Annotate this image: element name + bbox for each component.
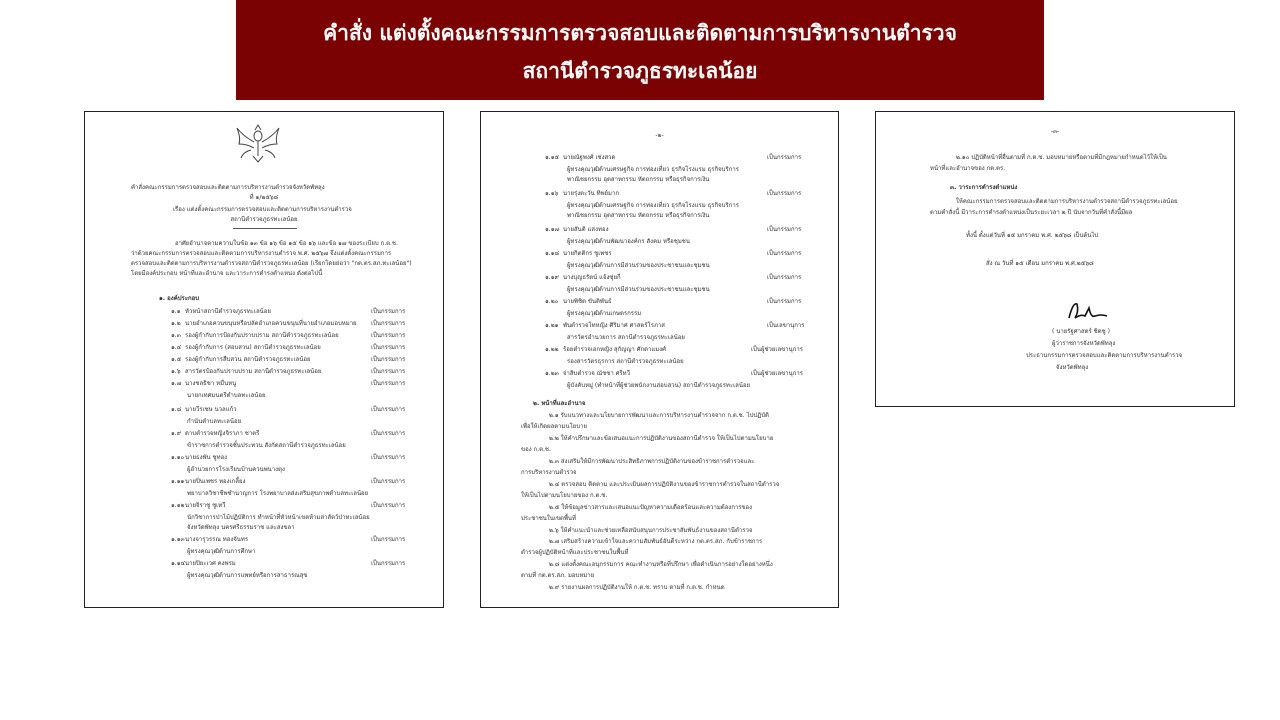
member-name: ร้อยตำรวจเอกหญิง สุกัญญา ศักดาแมงศ์ [563, 346, 666, 353]
member-detail: ผู้ทรงคุณวุฒิด้านการมีส่วนร่วมของประชาชนและชุมชน [567, 262, 710, 269]
signer-title: ประธานกรรมการตรวจสอบและติดตามการบริหารงานตำรวจ [1026, 352, 1183, 359]
duty-line: ประชาชนในเขตพื้นที่ [521, 515, 576, 522]
signer-name: ( นายรัฐศาสตร์ ชิดชู ) [1052, 328, 1110, 335]
member-no: ๑.๖ [171, 368, 181, 375]
member-no: ๑.๑๓ [171, 536, 185, 543]
member-name: รองผู้กำกับการ (สอบสวน) สถานีตำรวจภูธรทะเลน้อย [185, 344, 321, 351]
member-no: ๑.๑๘ [545, 250, 560, 257]
member-role: เป็นกรรมการ [767, 154, 802, 161]
member-no: ๑.๙ [171, 430, 182, 437]
member-name: นายธงพัน ชูทอง [185, 454, 228, 461]
section-heading: ๓. วาระการดำรงตำแหน่ง [950, 184, 1018, 191]
member-detail: สารวัตรอำนวยการ สถานีตำรวจภูธรทะเลน้อย [567, 334, 685, 341]
member-no: ๑.๑๙ [545, 274, 559, 281]
member-no: ๑.๑๗ [545, 226, 560, 233]
member-role: เป็นกรรมการ [767, 274, 802, 281]
member-role: เป็นกรรมการ [371, 320, 406, 327]
member-role: เป็นกรรมการ [371, 536, 406, 543]
document-page-3 [875, 111, 1235, 407]
duty-line: ๒.๖ ให้คำแนะนำและช่วยเหลือสนับสนุนการประชาสัมพันธ์งานของสถานีตำรวจ [549, 527, 753, 534]
member-name: นายรุ่งตะวัน ทิพย์มาก [563, 190, 620, 197]
member-no: ๑.๑๒ [171, 502, 185, 509]
member-detail: ข้าราชการตำรวจชั้นประทวน สังกัดสถานีตำรวจภูธรทะเลน้อย [187, 442, 346, 449]
duty-line: ของ ก.ต.ช. [521, 446, 551, 453]
member-detail: รองสารวัตรธุรการ สถานีตำรวจภูธรทะเลน้อย [567, 358, 684, 365]
member-role: เป็นผู้ช่วยเลขานุการ [751, 346, 803, 353]
member-role: เป็นกรรมการ [371, 380, 406, 387]
duty-line: ๒.๒ ให้คำปรึกษาและข้อเสนอแนะการปฏิบัติงานของสถานีตำรวจ ให้เป็นไปตามนโยบาย [549, 435, 774, 442]
member-name: นายกิตติกร ชูเพชร [563, 250, 612, 257]
member-role: เป็นกรรมการ [371, 478, 406, 485]
member-no: ๑.๑๕ [545, 154, 560, 161]
member-no: ๑.๑ [171, 308, 181, 315]
banner-title-line2: สถานีตำรวจภูธรทะเลน้อย [522, 59, 758, 83]
duty-line: ๒.๙ รายงานผลการปฏิบัติงานให้ ก.ต.ช. ทราบ ตามที่ ก.ต.ช. กำหนด [549, 584, 725, 591]
duty-line: ๒.๕ ให้ข้อมูลข่าวสารและเสนอแนะปัญหาความเดือดร้อนและความต้องการของ [549, 504, 753, 511]
member-no: ๑.๘ [171, 406, 182, 413]
member-name: นางจารุวรรณ ทองจันทร [185, 536, 249, 543]
duty-line: ๒.๗ เสริมสร้างความเข้าใจและความสัมพันธ์อันดีระหว่าง กต.ตร.สภ. กับข้าราชการ [549, 538, 763, 545]
member-role: เป็นกรรมการ [371, 356, 406, 363]
member-no: ๑.๒ [171, 320, 181, 327]
member-role: เป็นกรรมการ [371, 502, 406, 509]
order-subject-line2: สถานีตำรวจภูธรทะเลน้อย [230, 216, 298, 223]
order-number: ที่ ๑/๒๕๖๘ [249, 194, 279, 201]
member-name: จ่าสิบตำรวจ ณัชชา ศรีทวี [563, 370, 630, 377]
member-role: เป็นกรรมการ [767, 298, 802, 305]
page-number: -๒- [655, 132, 664, 139]
member-no: ๑.๒๒ [545, 346, 559, 353]
member-no: ๑.๒๐ [545, 298, 559, 305]
member-role: เป็นกรรมการ [371, 454, 406, 461]
member-no: ๑.๑๔ [171, 560, 186, 567]
member-name: นายสันติ แสงทอง [563, 226, 609, 233]
member-detail: กำนันตำบลทะเลน้อย [187, 418, 242, 425]
member-name: นายพิชิต ขันติพันธ์ [563, 298, 612, 305]
member-detail: พาณิชยกรรม อุตสาหกรรม หัตถกรรม หรือธุรกิจการเงิน [567, 176, 710, 183]
member-name: นายวีรเชษ นวลแก้ว [185, 406, 237, 413]
member-detail: ผู้ทรงคุณวุฒิด้านเกษตรกรรม [567, 310, 642, 317]
member-name: หัวหน้าสถานีตำรวจภูธรทะเลน้อย [185, 308, 271, 315]
divider [233, 228, 297, 229]
member-detail: ผู้ทรงคุณวุฒิด้านเศรษฐกิจ การท่องเที่ยว ธุรกิจโรงแรม ธุรกิจบริการ [567, 166, 739, 173]
member-no: ๑.๔ [171, 344, 182, 351]
member-name: นางชลธิชา หมื่นหนู [185, 380, 237, 387]
member-no: ๑.๑๐ [171, 454, 185, 461]
section-heading: ๒. หน้าที่และอำนาจ [533, 400, 586, 407]
intro-line-2: ว่าด้วยคณะกรรมการตรวจสอบและติดตามการบริหารงานตำรวจ พ.ศ. ๒๕๖๗ จึงแต่งตั้งคณะกรรมการ [131, 250, 392, 257]
duty-line: ๒.๑๐ ปฏิบัติหน้าที่อื่นตามที่ ก.ต.ช. มอบหมายหรือตามที่มีกฎหมายกำหนดไว้ให้เป็น [956, 154, 1167, 161]
member-role: เป็นผู้ช่วยเลขานุการ [751, 370, 803, 377]
member-detail: ผู้ทรงคุณวุฒิด้านการมีส่วนร่วมของประชาชนและชุมชน [567, 286, 710, 293]
member-name: นายจิราชู ชูเทวี [185, 502, 226, 509]
member-detail: ผู้บังคับหมู่ (ทำหน้าที่ผู้ช่วยพนักงานสอบสวน) สถานีตำรวจภูธรทะเลน้อย [567, 382, 751, 389]
duty-line: ตามที่ กต.ตร.สภ. มอบหมาย [521, 572, 595, 579]
order-header: คำสั่งคณะกรรมการตรวจสอบและติดตามการบริหารงานตำรวจจังหวัดพัทลุง [131, 184, 325, 191]
member-role: เป็นกรรมการ [371, 406, 406, 413]
page-number: -๓- [1050, 128, 1060, 135]
duty-line: ๒.๓ ส่งเสริมให้มีการพัฒนาประสิทธิภาพการปฏิบัติงานของข้าราชการตำรวจและ [549, 458, 755, 465]
member-name: นางบุญธรัตน์ แจ้งซุ่ยกี่ [563, 274, 621, 281]
member-detail: พยาบาลวิชาชีพชำนาญการ โรงพยาบาลส่งเสริมสุขภาพตำบลทะเลน้อย [187, 490, 369, 497]
term-line: ให้คณะกรรมการตรวจสอบและติดตามการบริหารงานตำรวจสถานีตำรวจภูธรทะเลน้อย [956, 198, 1178, 205]
member-detail: ผู้อำนวยการโรงเรียนบ้านควนพนางตุง [187, 466, 285, 473]
member-detail: ผู้ทรงคุณวุฒิด้านการแพทย์หรือการสาธารณสุข [187, 572, 308, 579]
duty-line: ๒.๑ รับแนวทางและนโยบายการพัฒนาและการบริหารงานตำรวจจาก ก.ต.ช. ไปปฏิบัติ [549, 412, 769, 419]
member-name: นายอำเภอควนขนุนหรือปลัดอำเภอควนขนุนที่นายอำเภอมอบหมาย [185, 320, 357, 327]
member-no: ๑.๑๑ [171, 478, 185, 485]
duty-line: ให้เป็นไปตามนโยบายของ ก.ต.ช. [521, 492, 608, 499]
duty-line: การบริหารงานตำรวจ [521, 469, 577, 476]
duty-line: ตำรวจผู้ปฏิบัติหน้าที่และประชาชนในพื้นที่ [521, 549, 629, 556]
member-role: เป็นเลขานุการ [767, 322, 805, 329]
member-name: รองผู้กำกับการป้องกันปราบปราม สถานีตำรวจภูธรทะเลน้อย [185, 332, 339, 339]
document-page-1 [84, 111, 444, 608]
member-name: ดาบตำรวจหญิงจิราภา ชาตรี [185, 430, 260, 437]
member-role: เป็นกรรมการ [767, 226, 802, 233]
member-role: เป็นกรรมการ [371, 430, 406, 437]
duty-line: ๒.๔ ตรวจสอบ ติดตาม และประเมินผลการปฏิบัติงานของข้าราชการตำรวจในสถานีตำรวจ [549, 481, 780, 488]
member-no: ๑.๒๓ [545, 370, 559, 377]
member-detail: ผู้ทรงคุณวุฒิด้านเศรษฐกิจ การท่องเที่ยว ธุรกิจโรงแรม ธุรกิจบริการ [567, 202, 739, 209]
title-banner [236, 0, 1044, 100]
duty-line: หน้าที่และอำนาจของ กต.ตร. [930, 165, 1006, 172]
banner-title-line1: คำสั่ง แต่งตั้งคณะกรรมการตรวจสอบและติดตามการบริหารงานตำรวจ [323, 21, 957, 45]
member-no: ๑.๒๑ [545, 322, 559, 329]
member-detail: ผู้ทรงคุณวุฒิด้านพัฒนาองค์กร สังคม หรือชุมชน [567, 238, 690, 245]
order-subject: เรื่อง แต่งตั้งคณะกรรมการตรวจสอบและติดตามการบริหารงานตำรวจ [173, 206, 352, 213]
duty-line: เพื่อให้เกิดผลตามนโยบาย [521, 423, 588, 430]
member-role: เป็นกรรมการ [371, 368, 406, 375]
garuda-emblem-icon [233, 124, 283, 164]
intro-line-3: ตรวจสอบและติดตามการบริหารงานตำรวจสถานีตำรวจภูธรทะเลน้อย (เรียกโดยย่อว่า "กต.ตร.สภ.ทะเลน้อย") [131, 260, 412, 267]
member-no: ๑.๕ [171, 356, 182, 363]
member-role: เป็นกรรมการ [371, 332, 406, 339]
member-role: เป็นกรรมการ [767, 250, 802, 257]
effective-date: ทั้งนี้ ตั้งแต่วันที่ ๑๕ มกราคม พ.ศ. ๒๕๖๘ เป็นต้นไป [966, 232, 1099, 239]
member-name: รองผู้กำกับการสืบสวน สถานีตำรวจภูธรทะเลน้อย [185, 356, 311, 363]
signature-icon [1061, 298, 1111, 324]
member-role: เป็นกรรมการ [371, 344, 406, 351]
member-role: เป็นกรรมการ [371, 308, 406, 315]
member-name: นายปิยะเวศ คงพรม [185, 560, 236, 567]
section-heading: ๑. องค์ประกอบ [159, 295, 200, 302]
term-line: ตามคำสั่งนี้ มีวาระการดำรงตำแหน่งเป็นระยะเวลา ๒ ปี นับจากวันที่คำสั่งนี้มีผล [930, 209, 1133, 216]
duty-line: ๒.๘ แต่งตั้งคณะอนุกรรมการ คณะทำงานหรือที่ปรึกษา เพื่อดำเนินการอย่างใดอย่างหนึ่ง [549, 561, 773, 568]
member-detail: พาณิชยกรรม อุตสาหกรรม หัตถกรรม หรือธุรกิจการเงิน [567, 212, 710, 219]
signer-title: ผู้ว่าราชการจังหวัดพัทลุง [1052, 340, 1116, 347]
member-no: ๑.๓ [171, 332, 181, 339]
intro-line-1: อาศัยอำนาจตามความในข้อ ๑๓ ข้อ ๑๖ ข้อ ๑๕ ข้อ ๑๖ และข้อ ๑๗ ของระเบียบ ก.ต.ช. [175, 240, 398, 247]
member-role: เป็นกรรมการ [371, 560, 406, 567]
member-name: สารวัตรป้องกันปราบปราม สถานีตำรวจภูธรทะเลน้อย [185, 368, 322, 375]
member-detail: ผู้ทรงคุณวุฒิด้านการศึกษา [187, 548, 256, 555]
member-detail: จังหวัดพัทลุง นครศรีธรรมราช และสงขลา [187, 524, 295, 531]
member-no: ๑.๑๖ [545, 190, 559, 197]
intro-line-4: โดยมีองค์ประกอบ หน้าที่และอำนาจ และวาระการดำรงตำแหน่ง ดังต่อไปนี้ [131, 270, 323, 277]
member-detail: นักวิชาการป่าไม้ปฏิบัติการ ทำหน้าที่หัวหน้าเขตห้ามล่าสัตว์ป่าทะเลน้อย [187, 514, 370, 521]
member-role: เป็นกรรมการ [767, 190, 802, 197]
member-name: นายณัฐพงศ์ เช่งสวด [563, 154, 616, 161]
signer-title: จังหวัดพัทลุง [1056, 364, 1089, 371]
member-name: พันตำรวจโทหญิง ศิริมาศ ศาสตร์โรภาส [563, 322, 665, 329]
order-date: สั่ง ณ วันที่ ๑๕ เดือน มกราคม พ.ศ.๒๕๖๘ [986, 260, 1094, 267]
member-name: นายปิ่นเพชร ทองเกลี้ยง [185, 478, 246, 485]
document-page-2 [480, 111, 839, 608]
member-detail: นายกเทศมนตรีตำบลทะเลน้อย [187, 392, 266, 399]
member-no: ๑.๗ [171, 380, 182, 387]
